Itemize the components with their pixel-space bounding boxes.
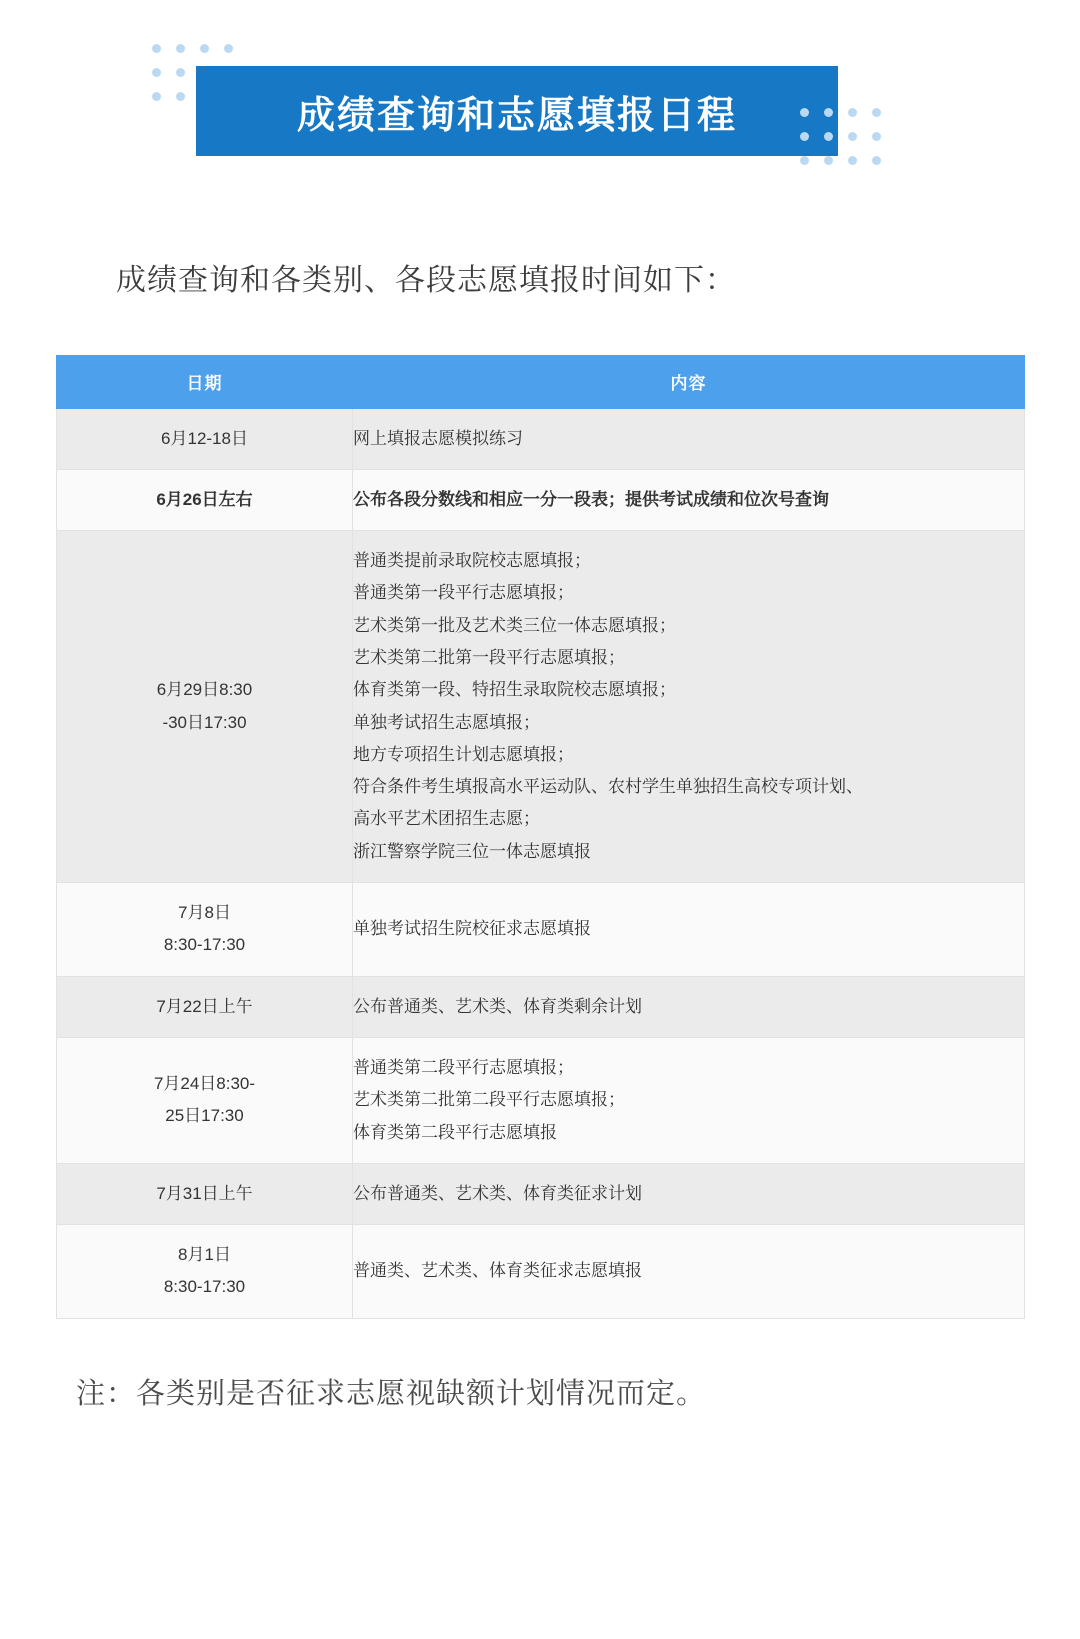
content-line: 普通类第二段平行志愿填报； [353,1057,574,1077]
cell-content [353,408,1025,469]
content-line: 艺术类第二批第二段平行志愿填报； [353,1090,625,1110]
cell-date [57,469,353,530]
content-line: 普通类、艺术类、体育类征求志愿填报 [353,1261,642,1281]
content-line: 符合条件考生填报高水平运动队、农村学生单独招生高校专项计划、 [353,777,863,797]
table-row [57,531,1025,883]
cell-content [353,883,1025,977]
table-row [57,1225,1025,1319]
cell-date [57,1037,353,1163]
date-line: 6月12-18日 [161,428,248,448]
content-line: 普通类第一段平行志愿填报； [353,583,574,603]
column-header-date: 日期 [57,355,353,408]
decorative-dot [824,156,833,165]
content-line: 浙江警察学院三位一体志愿填报 [353,841,591,861]
content-line: 公布普通类、艺术类、体育类征求计划 [353,1183,642,1203]
decorative-dot [872,156,881,165]
date-line: 8:30-17:30 [163,1277,246,1297]
table-row [57,469,1025,530]
cell-date [57,1225,353,1319]
table-row [57,1163,1025,1224]
cell-content [353,1163,1025,1224]
date-line: 7月31日上午 [156,1183,253,1203]
decorative-dot [848,132,857,141]
decorative-dot [872,132,881,141]
decorative-dot [800,108,809,117]
cell-content [353,531,1025,883]
content-line: 高水平艺术团招生志愿； [353,809,540,829]
cell-date [57,531,353,883]
decorative-dot [824,108,833,117]
table-header-row [57,355,1025,408]
cell-content [353,469,1025,530]
decorative-dot [200,44,209,53]
date-line: 7月24日8:30- [153,1074,256,1094]
decorative-dot [152,44,161,53]
content-line: 单独考试招生志愿填报； [353,712,540,732]
decorative-dot [800,156,809,165]
decorative-dot [872,108,881,117]
content-line: 地方专项招生计划志愿填报； [353,744,574,764]
content-line: 单独考试招生院校征求志愿填报 [353,919,591,939]
date-line: 25日17:30 [165,1106,244,1126]
decorative-dots-right [800,108,890,180]
content-line: 体育类第一段、特招生录取院校志愿填报； [353,680,676,700]
cell-date [57,1163,353,1224]
schedule-table [56,355,1025,1319]
cell-date [57,883,353,977]
content-line: 体育类第二段平行志愿填报 [353,1122,557,1142]
decorative-dot [224,44,233,53]
date-line: -30日17:30 [162,712,247,732]
table-row [57,1037,1025,1163]
date-line: 7月8日 [178,903,231,923]
footnote: 注：各类别是否征求志愿视缺额计划情况而定。 [76,1377,707,1410]
decorative-dot [176,68,185,77]
table-row [57,976,1025,1037]
page-title: 成绩查询和志愿填报日程 [296,94,737,137]
title-banner [196,66,838,156]
schedule-table-wrapper [56,355,1024,1319]
decorative-dot [176,92,185,101]
date-line: 7月22日上午 [156,996,253,1016]
page-header [0,0,1080,210]
table-row [57,883,1025,977]
date-line: 6月29日8:30 [156,680,253,700]
table-body [57,408,1025,1318]
cell-date [57,408,353,469]
decorative-dot [152,68,161,77]
content-line: 艺术类第二批第一段平行志愿填报； [353,647,625,667]
date-line: 8:30-17:30 [163,935,246,955]
decorative-dot [848,156,857,165]
content-line: 公布各段分数线和相应一分一段表；提供考试成绩和位次号查询 [353,489,829,509]
column-header-content: 内容 [353,355,1025,408]
cell-date [57,976,353,1037]
cell-content [353,976,1025,1037]
decorative-dot [176,44,185,53]
decorative-dot [152,92,161,101]
content-line: 公布普通类、艺术类、体育类剩余计划 [353,996,642,1016]
cell-content [353,1225,1025,1319]
date-line: 6月26日左右 [156,489,253,509]
decorative-dot [800,132,809,141]
decorative-dot [824,132,833,141]
content-line: 艺术类第一批及艺术类三位一体志愿填报； [353,615,676,635]
content-line: 普通类提前录取院校志愿填报； [353,551,591,571]
table-row [57,408,1025,469]
intro-paragraph: 成绩查询和各类别、各段志愿填报时间如下： [116,264,736,297]
cell-content [353,1037,1025,1163]
content-line: 网上填报志愿模拟练习 [353,428,523,448]
decorative-dot [848,108,857,117]
date-line: 8月1日 [178,1245,231,1265]
